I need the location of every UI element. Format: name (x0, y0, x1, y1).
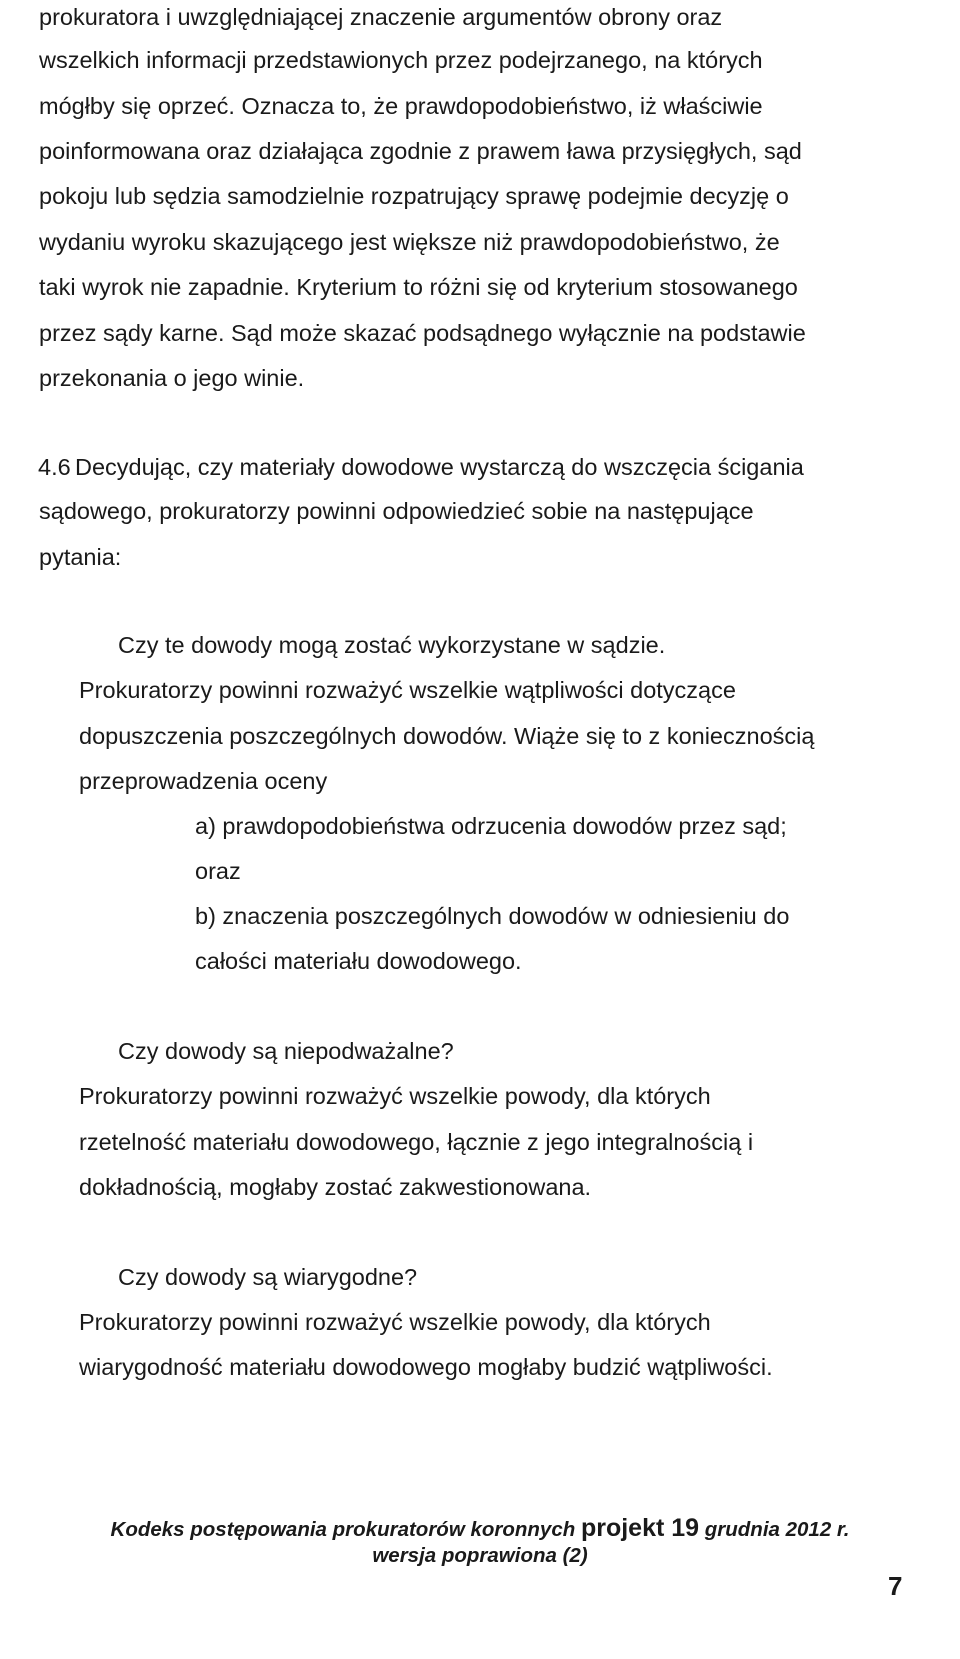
text-line: poinformowana oraz działająca zgodnie z prawem ława przysięgłych, sąd (39, 138, 802, 164)
list-item: oraz (195, 858, 241, 884)
text-line: pytania: (39, 544, 122, 570)
text-line: taki wyrok nie zapadnie. Kryterium to różni się od kryterium stosowanego (39, 274, 798, 300)
text-line: mógłby się oprzeć. Oznacza to, że prawdopodobieństwo, iż właściwie (39, 93, 763, 119)
footer-title (0, 1514, 960, 1544)
text-line: Decydując, czy materiały dowodowe wystarczą do wszczęcia ścigania (75, 454, 804, 480)
text-line: przez sądy karne. Sąd może skazać podsądnego wyłącznie na podstawie (39, 320, 806, 346)
question-heading: Czy dowody są wiarygodne? (118, 1264, 418, 1290)
text-line: pokoju lub sędzia samodzielnie rozpatrujący sprawę podejmie decyzję o (39, 183, 789, 209)
text-line: Prokuratorzy powinni rozważyć wszelkie powody, dla których (79, 1083, 711, 1109)
page-number: 7 (888, 1571, 903, 1601)
list-item: całości materiału dowodowego. (195, 948, 522, 974)
text-line: Prokuratorzy powinni rozważyć wszelkie wątpliwości dotyczące (79, 677, 736, 703)
footer-title-part: grudnia 2012 r. (699, 1518, 850, 1541)
text-line: dopuszczenia poszczególnych dowodów. Wiąże się to z koniecznością (79, 723, 815, 749)
text-line: Prokuratorzy powinni rozważyć wszelkie powody, dla których (79, 1309, 711, 1335)
list-item: b) znaczenia poszczególnych dowodów w odniesieniu do (195, 903, 790, 929)
question-heading: Czy dowody są niepodważalne? (118, 1038, 454, 1064)
footer-subtitle: wersja poprawiona (2) (372, 1544, 588, 1567)
text-line: przekonania o jego winie. (39, 365, 305, 391)
text-line: wiarygodność materiału dowodowego mogłaby budzić wątpliwości. (79, 1354, 773, 1380)
footer-title-part: projekt 19 (580, 1514, 700, 1542)
text-line: dokładnością, mogłaby zostać zakwestionowana. (79, 1174, 592, 1200)
footer-title-part: Kodeks postępowania prokuratorów koronnych (110, 1518, 581, 1541)
text-line: wydaniu wyroku skazującego jest większe niż prawdopodobieństwo, że (39, 229, 780, 255)
text-line: prokuratora i uwzględniającej znaczenie argumentów obrony oraz (39, 4, 723, 30)
text-line: sądowego, prokuratorzy powinni odpowiedzieć sobie na następujące (39, 498, 754, 524)
text-line: przeprowadzenia oceny (79, 768, 328, 794)
list-item: a) prawdopodobieństwa odrzucenia dowodów przez sąd; (195, 813, 787, 839)
text-line: rzetelność materiału dowodowego, łącznie z jego integralnością i (79, 1129, 754, 1155)
section-number: 4.6 (38, 454, 71, 480)
question-heading: Czy te dowody mogą zostać wykorzystane w sądzie. (118, 632, 666, 658)
text-line: wszelkich informacji przedstawionych przez podejrzanego, na których (39, 47, 763, 73)
